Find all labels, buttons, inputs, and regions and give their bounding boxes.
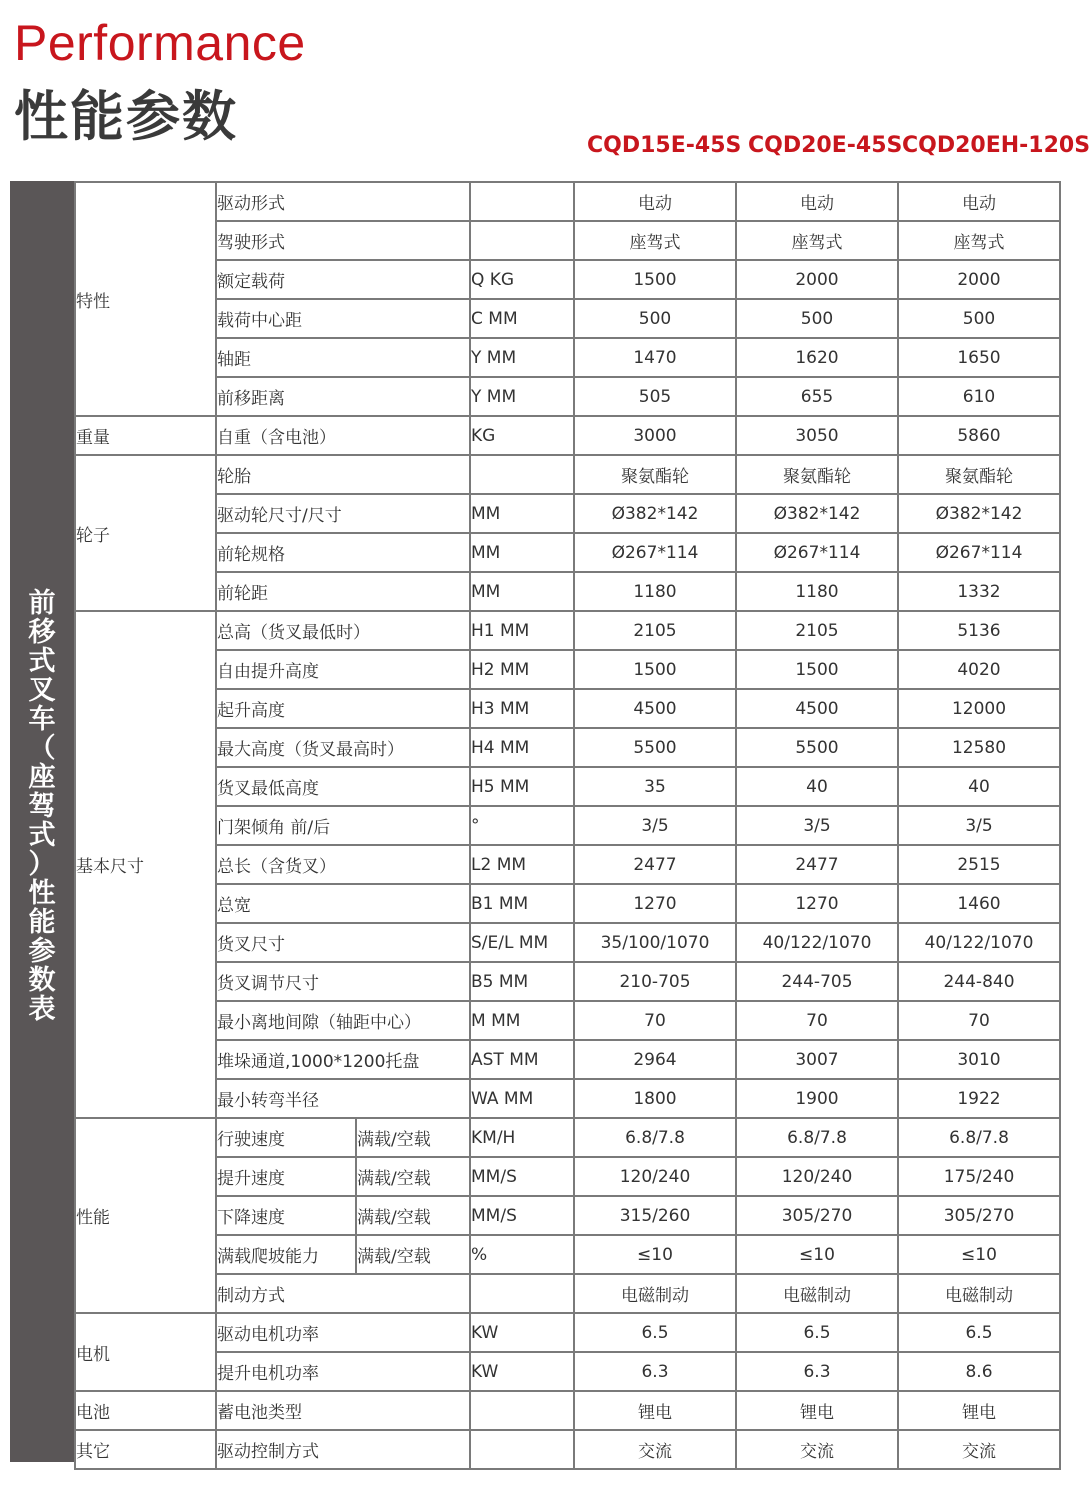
table-row [75,611,1060,650]
condition-cell: 满载/空载 [356,1235,470,1274]
item-cell: 满载爬坡能力 [216,1235,356,1274]
value-cell: 1500 [574,650,736,689]
unit-cell: H2 MM [470,650,574,689]
category-cell: 电机 [75,1313,216,1391]
value-cell: 3007 [736,1040,898,1079]
item-cell: 总高（货叉最低时） [216,611,470,650]
value-cell: 6.8/7.8 [574,1118,736,1157]
value-cell: 610 [898,377,1060,416]
table-row [75,1235,1060,1274]
item-cell: 驱动轮尺寸/尺寸 [216,494,470,533]
table-row [75,299,1060,338]
side-label-char: 数 [28,965,56,996]
unit-cell: Q KG [470,260,574,299]
value-cell: 305/270 [736,1196,898,1235]
value-cell: 5500 [574,728,736,767]
value-cell: 2000 [736,260,898,299]
item-cell: 驱动控制方式 [216,1430,470,1469]
item-cell: 前轮距 [216,572,470,611]
side-label-text [10,589,74,1024]
item-cell: 最小离地间隙（轴距中心） [216,1001,470,1040]
value-cell: 3/5 [574,806,736,845]
side-label-char: 能 [28,907,56,938]
table-row [75,338,1060,377]
value-cell: 交流 [898,1430,1060,1469]
item-cell: 最小转弯半径 [216,1079,470,1118]
item-cell: 载荷中心距 [216,299,470,338]
item-cell: 驱动形式 [216,182,470,221]
value-cell: 2515 [898,845,1060,884]
table-row [75,1079,1060,1118]
item-cell: 轴距 [216,338,470,377]
unit-cell [470,1274,574,1313]
unit-cell: Y MM [470,377,574,416]
item-cell: 下降速度 [216,1196,356,1235]
model-header-1: CQD15E-45S [587,133,742,158]
unit-cell: H5 MM [470,767,574,806]
value-cell: 244-840 [898,962,1060,1001]
table-row [75,377,1060,416]
table-row [75,884,1060,923]
value-cell: 3/5 [736,806,898,845]
table-row [75,1001,1060,1040]
value-cell: 305/270 [898,1196,1060,1235]
table-row [75,1274,1060,1313]
item-cell: 最大高度（货叉最高时） [216,728,470,767]
unit-cell: C MM [470,299,574,338]
unit-cell: MM [470,494,574,533]
category-cell: 特性 [75,182,216,416]
value-cell: 210-705 [574,962,736,1001]
value-cell: 6.3 [736,1352,898,1391]
item-cell: 提升电机功率 [216,1352,470,1391]
item-cell: 总长（含货叉） [216,845,470,884]
side-label-char: 式 [28,646,56,677]
category-cell: 基本尺寸 [75,611,216,1118]
item-cell: 堆垛通道,1000*1200托盘 [216,1040,470,1079]
value-cell: 1270 [574,884,736,923]
value-cell: 655 [736,377,898,416]
table-row [75,221,1060,260]
table-row [75,533,1060,572]
item-cell: 货叉调节尺寸 [216,962,470,1001]
value-cell: 500 [574,299,736,338]
item-cell: 驾驶形式 [216,221,470,260]
category-cell: 轮子 [75,455,216,611]
unit-cell: ° [470,806,574,845]
table-row [75,455,1060,494]
table-row [75,572,1060,611]
item-cell: 货叉最低高度 [216,767,470,806]
value-cell: 3050 [736,416,898,455]
unit-cell: S/E/L MM [470,923,574,962]
value-cell: 244-705 [736,962,898,1001]
value-cell: 1470 [574,338,736,377]
table-row [75,845,1060,884]
table-row [75,1157,1060,1196]
value-cell: 120/240 [736,1157,898,1196]
value-cell: 3/5 [898,806,1060,845]
side-label-char: 性 [28,878,56,909]
unit-cell: KW [470,1352,574,1391]
value-cell: 6.5 [574,1313,736,1352]
unit-cell: MM [470,533,574,572]
value-cell: 交流 [736,1430,898,1469]
side-label-char: 车 [28,704,56,735]
value-cell: 1500 [574,260,736,299]
value-cell: 1500 [736,650,898,689]
side-label-char: 驾 [28,791,56,822]
value-cell: 500 [736,299,898,338]
unit-cell [470,1391,574,1430]
unit-cell: KG [470,416,574,455]
value-cell: 锂电 [736,1391,898,1430]
table-row [75,728,1060,767]
value-cell: 1922 [898,1079,1060,1118]
unit-cell: AST MM [470,1040,574,1079]
item-cell: 货叉尺寸 [216,923,470,962]
value-cell: 12580 [898,728,1060,767]
value-cell: ≤10 [898,1235,1060,1274]
value-cell: 3000 [574,416,736,455]
side-label-char: （ [28,733,56,764]
value-cell: 5500 [736,728,898,767]
value-cell: 2000 [898,260,1060,299]
value-cell: 聚氨酯轮 [898,455,1060,494]
side-label-char: ） [28,849,56,880]
table-row [75,416,1060,455]
side-label-char: 前 [28,588,56,619]
value-cell: 4020 [898,650,1060,689]
unit-cell: % [470,1235,574,1274]
value-cell: 1460 [898,884,1060,923]
value-cell: 8.6 [898,1352,1060,1391]
value-cell: 2105 [736,611,898,650]
item-cell: 制动方式 [216,1274,470,1313]
table-row [75,182,1060,221]
value-cell: 电磁制动 [574,1274,736,1313]
value-cell: Ø267*114 [898,533,1060,572]
condition-cell: 满载/空载 [356,1118,470,1157]
value-cell: 1800 [574,1079,736,1118]
value-cell: 锂电 [898,1391,1060,1430]
value-cell: 座驾式 [736,221,898,260]
value-cell: Ø267*114 [736,533,898,572]
unit-cell: H1 MM [470,611,574,650]
side-label-char: 参 [28,936,56,967]
item-cell: 自重（含电池） [216,416,470,455]
value-cell: 70 [736,1001,898,1040]
table-row [75,1430,1060,1469]
value-cell: Ø382*142 [898,494,1060,533]
unit-cell [470,182,574,221]
category-cell: 其它 [75,1430,216,1469]
value-cell: 聚氨酯轮 [574,455,736,494]
value-cell: Ø382*142 [574,494,736,533]
table-row [75,650,1060,689]
item-cell: 前移距离 [216,377,470,416]
side-label-char: 式 [28,820,56,851]
value-cell: ≤10 [736,1235,898,1274]
unit-cell: H3 MM [470,689,574,728]
value-cell: 1900 [736,1079,898,1118]
unit-cell: Y MM [470,338,574,377]
table-row [75,923,1060,962]
category-cell: 性能 [75,1118,216,1313]
unit-cell [470,221,574,260]
category-cell: 电池 [75,1391,216,1430]
table-row [75,1352,1060,1391]
value-cell: 5860 [898,416,1060,455]
model-header-3: CQD20EH-120S [902,133,1090,158]
value-cell: 35/100/1070 [574,923,736,962]
value-cell: 2477 [574,845,736,884]
item-cell: 驱动电机功率 [216,1313,470,1352]
value-cell: 40/122/1070 [736,923,898,962]
condition-cell: 满载/空载 [356,1157,470,1196]
value-cell: 5136 [898,611,1060,650]
table-row [75,689,1060,728]
value-cell: 锂电 [574,1391,736,1430]
value-cell: 4500 [736,689,898,728]
item-cell: 轮胎 [216,455,470,494]
value-cell: 500 [898,299,1060,338]
value-cell: 电动 [898,182,1060,221]
unit-cell: M MM [470,1001,574,1040]
value-cell: 70 [574,1001,736,1040]
value-cell: 505 [574,377,736,416]
unit-cell: B1 MM [470,884,574,923]
table-row [75,962,1060,1001]
value-cell: 交流 [574,1430,736,1469]
item-cell: 门架倾角 前/后 [216,806,470,845]
item-cell: 行驶速度 [216,1118,356,1157]
unit-cell: WA MM [470,1079,574,1118]
value-cell: 1180 [574,572,736,611]
item-cell: 额定载荷 [216,260,470,299]
unit-cell: MM/S [470,1196,574,1235]
value-cell: 2964 [574,1040,736,1079]
spec-table [74,181,1061,1470]
value-cell: 电动 [574,182,736,221]
value-cell: 1650 [898,338,1060,377]
value-cell: 40 [736,767,898,806]
value-cell: 6.5 [736,1313,898,1352]
unit-cell: KW [470,1313,574,1352]
table-row [75,1118,1060,1157]
value-cell: Ø267*114 [574,533,736,572]
value-cell: 电动 [736,182,898,221]
item-cell: 提升速度 [216,1157,356,1196]
value-cell: 35 [574,767,736,806]
value-cell: 40/122/1070 [898,923,1060,962]
value-cell: 6.5 [898,1313,1060,1352]
value-cell: 70 [898,1001,1060,1040]
value-cell: 6.3 [574,1352,736,1391]
item-cell: 前轮规格 [216,533,470,572]
table-row [75,1313,1060,1352]
side-label-bar [10,181,74,1462]
category-cell: 重量 [75,416,216,455]
unit-cell: L2 MM [470,845,574,884]
value-cell: 1332 [898,572,1060,611]
table-row [75,806,1060,845]
table-row [75,1391,1060,1430]
item-cell: 起升高度 [216,689,470,728]
item-cell: 总宽 [216,884,470,923]
value-cell: 聚氨酯轮 [736,455,898,494]
value-cell: 3010 [898,1040,1060,1079]
unit-cell: B5 MM [470,962,574,1001]
table-row [75,1196,1060,1235]
table-row [75,260,1060,299]
value-cell: 1620 [736,338,898,377]
unit-cell [470,455,574,494]
value-cell: 座驾式 [898,221,1060,260]
value-cell: 12000 [898,689,1060,728]
side-label-char: 移 [28,617,56,648]
side-label-char: 座 [28,762,56,793]
condition-cell: 满载/空载 [356,1196,470,1235]
unit-cell [470,1430,574,1469]
value-cell: 电磁制动 [898,1274,1060,1313]
value-cell: 2477 [736,845,898,884]
value-cell: 6.8/7.8 [736,1118,898,1157]
side-label-char: 叉 [28,675,56,706]
table-row [75,767,1060,806]
unit-cell: KM/H [470,1118,574,1157]
item-cell: 蓄电池类型 [216,1391,470,1430]
value-cell: 175/240 [898,1157,1060,1196]
value-cell: 2105 [574,611,736,650]
value-cell: ≤10 [574,1235,736,1274]
model-header-2: CQD20E-45S [748,133,903,158]
table-row [75,494,1060,533]
unit-cell: MM [470,572,574,611]
value-cell: 4500 [574,689,736,728]
unit-cell: MM/S [470,1157,574,1196]
value-cell: 315/260 [574,1196,736,1235]
value-cell: 6.8/7.8 [898,1118,1060,1157]
value-cell: 40 [898,767,1060,806]
value-cell: Ø382*142 [736,494,898,533]
side-label-char: 表 [28,994,56,1025]
page-title-en: Performance [14,15,306,71]
value-cell: 1270 [736,884,898,923]
item-cell: 自由提升高度 [216,650,470,689]
value-cell: 电磁制动 [736,1274,898,1313]
value-cell: 120/240 [574,1157,736,1196]
value-cell: 座驾式 [574,221,736,260]
unit-cell: H4 MM [470,728,574,767]
table-row [75,1040,1060,1079]
page-title-cn: 性能参数 [14,85,238,148]
value-cell: 1180 [736,572,898,611]
